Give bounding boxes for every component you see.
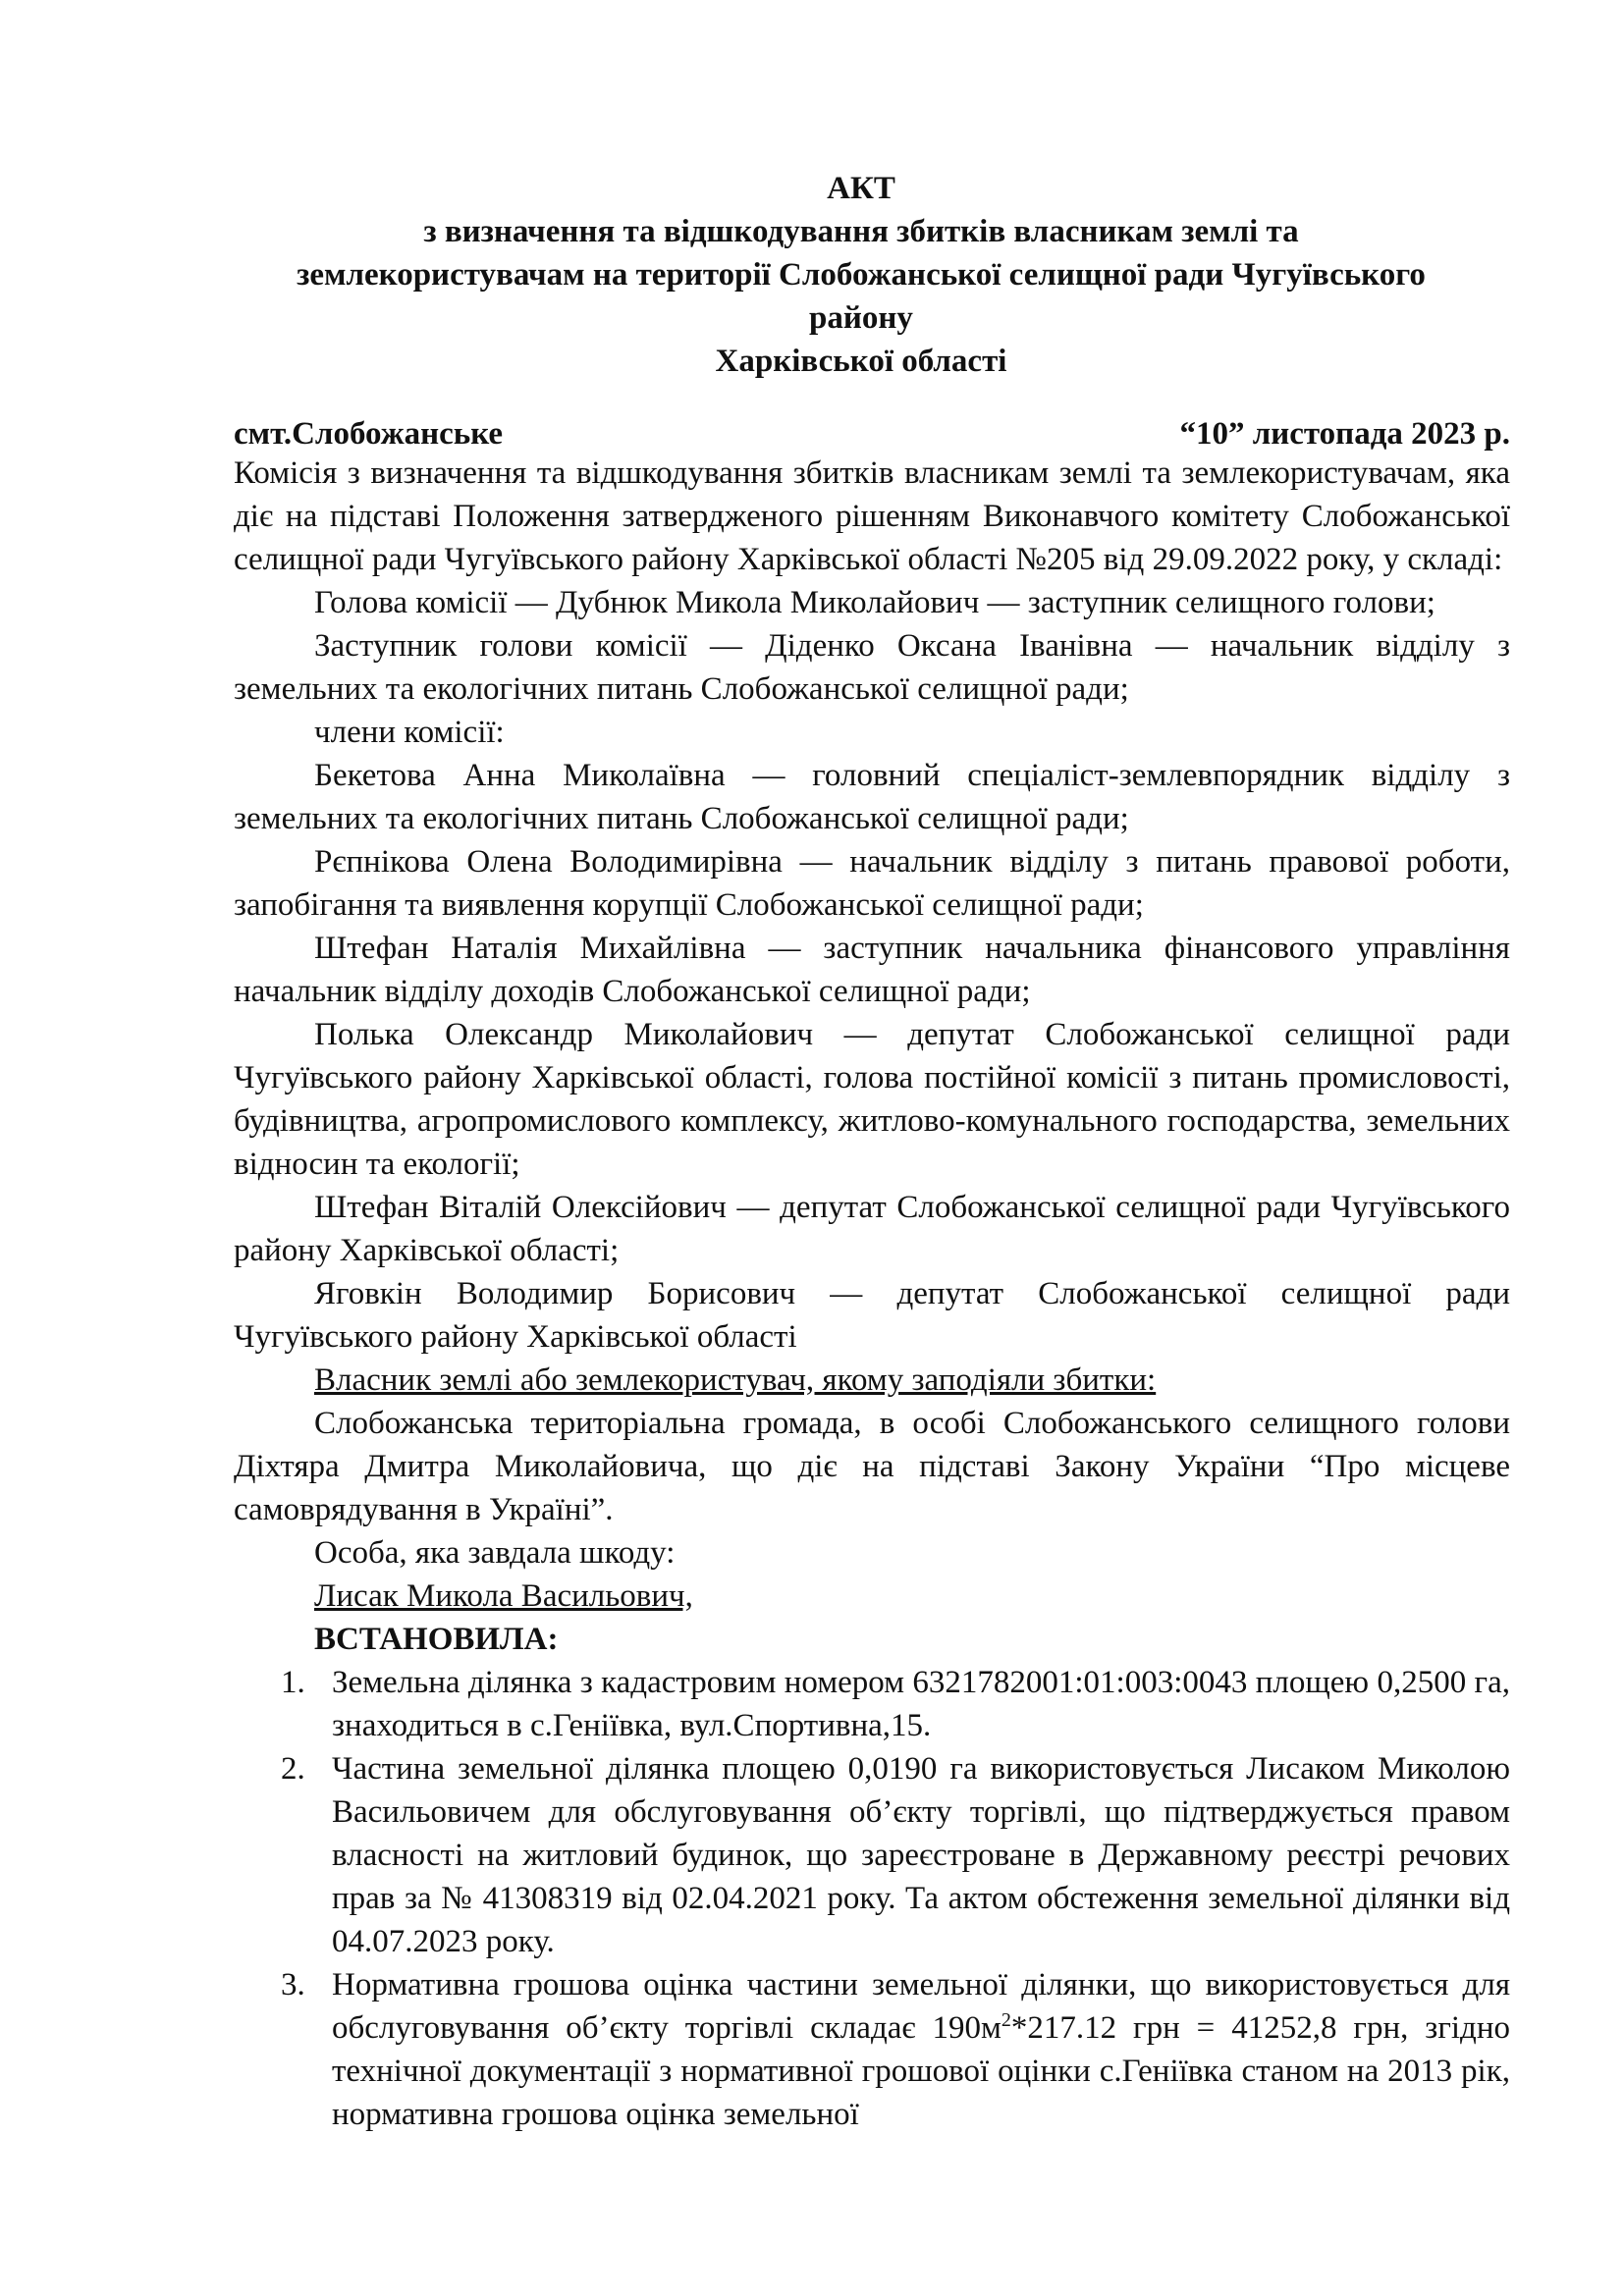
- member-item: Яговкін Володимир Борисович — депутат Слобожанської селищної ради Чугуївського району Харківської області: [234, 1276, 1510, 1355]
- damager-label: Особа, яка завдала шкоду:: [314, 1535, 676, 1571]
- list-item-text: Земельна ділянка з кадастровим номером 6321782001:01:003:0043 площею 0,2500 га, знаходиться в с.Геніївка, вул.Спортивна,15.: [332, 1665, 1510, 1743]
- date: “10” листопада 2023 р.: [1179, 416, 1510, 452]
- owner-text: Слобожанська територіальна громада, в особі Слобожанського селищного голови Діхтяра Дмитра Миколайовича, що діє на підставі Закону України “Про місцеве самоврядування в Україні”.: [234, 1406, 1510, 1527]
- findings-list: [234, 1661, 1510, 2136]
- owner-label: Власник землі або землекористувач, якому заподіяли збитки:: [314, 1362, 1157, 1398]
- list-item-text-a: Нормативна грошова оцінка частини земельної ділянки, що використовується для обслуговування об’єкту торгівлі складає 190м: [332, 1967, 1510, 2046]
- damager-name: Лисак Микола Васильович,: [314, 1578, 693, 1614]
- list-item: [234, 1661, 1510, 1747]
- title-line-1: АКТ: [827, 171, 895, 206]
- place: смт.Слобожанське: [234, 416, 504, 452]
- members-label: члени комісії:: [314, 715, 505, 750]
- damager-name-line: [234, 1575, 1510, 1618]
- list-item: [234, 1747, 1510, 1963]
- established-heading: ВСТАНОВИЛА:: [314, 1622, 559, 1657]
- title-line-5: Харківської області: [715, 344, 1007, 379]
- member-item: Рєпнікова Олена Володимирівна — начальник відділу з питань правової роботи, запобігання та виявлення корупції Слобожанської селищної ради;: [234, 844, 1510, 923]
- list-item-text-b: *217.12 грн = 41252,8 грн, згідно технічної документації з нормативної грошової оцінки с.Геніївка станом на 2013 рік, нормативна грошова оцінка земельної: [332, 2010, 1510, 2132]
- document-body: [234, 452, 1510, 2136]
- title-line-2: з визначення та відшкодування збитків власникам землі та: [423, 214, 1299, 249]
- list-item: [234, 1963, 1510, 2136]
- member-item: Штефан Наталія Михайлівна — заступник начальника фінансового управління начальник відділу доходів Слобожанської селищної ради;: [234, 931, 1510, 1009]
- commission-head: Голова комісії — Дубнюк Микола Миколайович — заступник селищного голови;: [314, 585, 1435, 620]
- list-item-number: 3.: [281, 1967, 305, 2002]
- superscript: 2: [1001, 2009, 1011, 2031]
- title-line-3: землекористувачам на території Слобожанської селищної ради Чугуївського: [297, 257, 1426, 293]
- owner-label-line: [234, 1359, 1510, 1402]
- place-date-row: [234, 416, 1510, 453]
- list-item-number: 1.: [281, 1665, 305, 1700]
- intro-paragraph: Комісія з визначення та відшкодування збитків власникам землі та землекористувачам, яка діє на підставі Положення затвердженого рішенням Виконавчого комітету Слобожанської селищної ради Чугуївського району Харківської області №205 від 29.09.2022 року, у складі:: [234, 455, 1510, 577]
- commission-deputy: Заступник голови комісії — Діденко Оксана Іванівна — начальник відділу з земельних та екологічних питань Слобожанської селищної ради;: [234, 628, 1510, 707]
- member-item: Полька Олександр Миколайович — депутат Слобожанської селищної ради Чугуївського району Харківської області, голова постійної комісії з питань промисловості, будівництва, агропромислового комплексу, житлово-комунального господарства, земельних відносин та екології;: [234, 1017, 1510, 1182]
- list-item-number: 2.: [281, 1751, 305, 1787]
- title-line-4: району: [809, 300, 913, 336]
- member-item: Штефан Віталій Олексійович — депутат Слобожанської селищної ради Чугуївського району Харківської області;: [234, 1190, 1510, 1268]
- list-item-text: Частина земельної ділянка площею 0,0190 га використовується Лисаком Миколою Васильовичем для обслуговування об’єкту торгівлі, що підтверджується правом власності на житловий будинок, що зареєстроване в Державному реєстрі речових прав за № 41308319 від 02.04.2021 року. Та актом обстеження земельної ділянки від 04.07.2023 року.: [332, 1751, 1510, 1959]
- document-title: [196, 167, 1526, 383]
- member-item: Бекетова Анна Миколаївна — головний спеціаліст-землевпорядник відділу з земельних та екологічних питань Слобожанської селищної ради;: [234, 758, 1510, 836]
